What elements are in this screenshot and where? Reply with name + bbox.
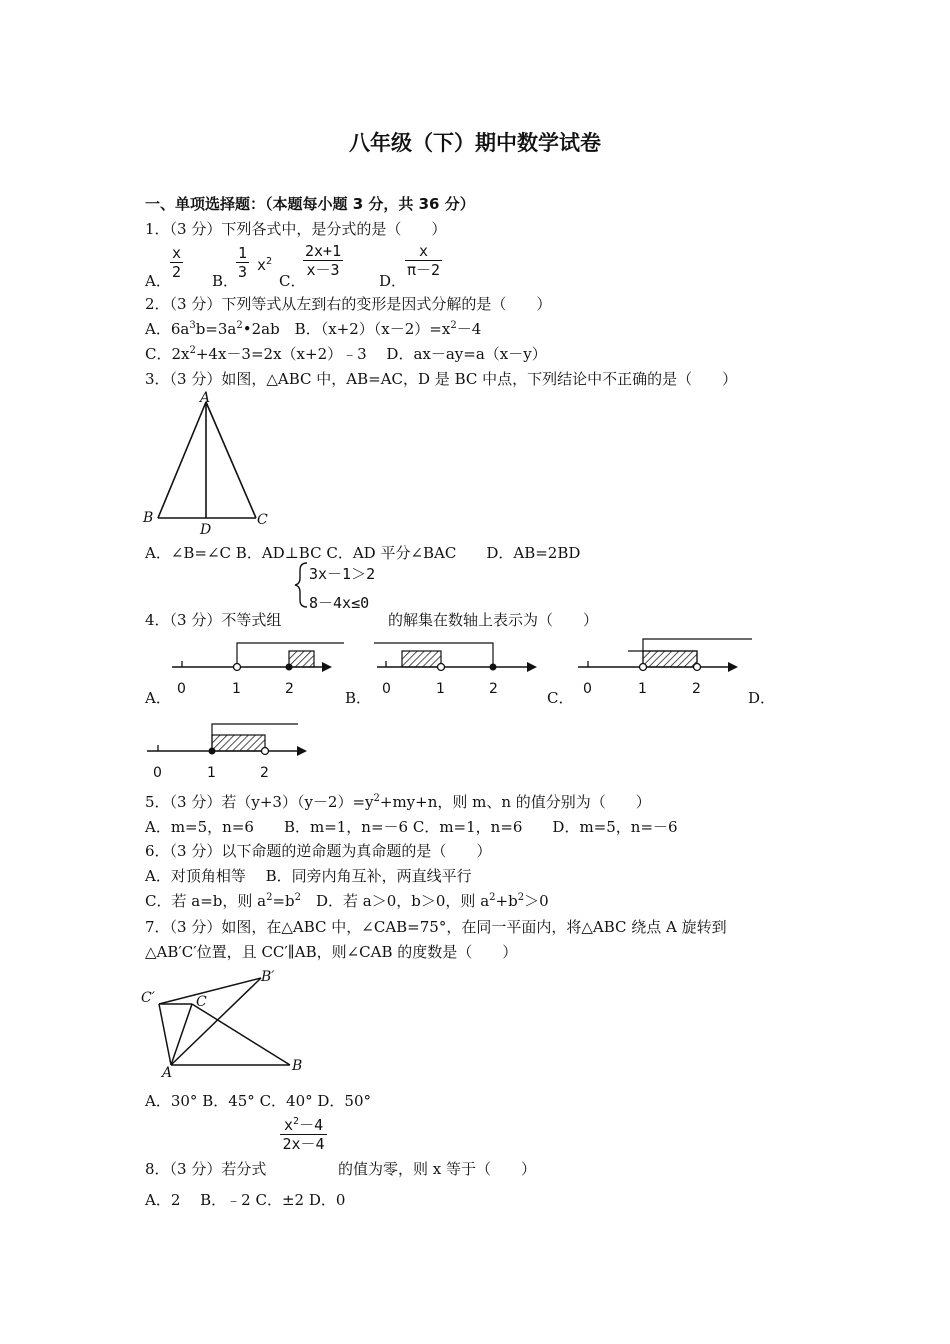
q8-num-tail: －4 — [299, 1116, 324, 1134]
q1-option-d-label: D． — [379, 272, 407, 290]
q8-fraction — [280, 1116, 327, 1153]
q4-option-b-numberline — [374, 643, 537, 697]
tick-1: 1 — [638, 681, 647, 697]
q6-options-row2 — [145, 890, 549, 911]
q6-d-text-b: +b — [495, 892, 518, 910]
q6-options-row1: A．对顶角相等 B．同旁内角互补，两直线平行 — [145, 867, 472, 885]
q7-label-c: C — [196, 994, 207, 1010]
q5-stem-a: 5．（3 分）若（y+3）（y－2）=y — [145, 793, 374, 811]
q1-b-x: x — [257, 256, 267, 274]
q2-b-tail: －4 — [456, 320, 482, 338]
q6-d-text: D．若 a＞0，b＞0，则 a — [301, 892, 490, 910]
q8-options: A．2 B．﹣2 C．±2 D．0 — [145, 1191, 346, 1209]
q3-label-b: B — [143, 510, 154, 526]
q6-d-tail: ＞0 — [524, 892, 549, 910]
page-title: 八年级（下）期中数学试卷 — [349, 131, 601, 155]
q5-exp: 2 — [373, 793, 380, 804]
q2-exp: 2 — [189, 345, 196, 356]
q6-exp: 2 — [489, 892, 496, 903]
q2-b-text: •2ab B．（x+2）（x－2）=x — [242, 320, 451, 338]
q4-inequality-1: 3x－1＞2 — [309, 565, 376, 583]
q4-option-a-numberline — [172, 643, 344, 697]
q3-stem: 3．（3 分）如图，△ABC 中，AB=AC，D 是 BC 中点，下列结论中不正确的是（ ） — [145, 370, 738, 388]
tick-2: 2 — [692, 681, 701, 697]
q2-stem: 2．（3 分）下列等式从左到右的变形是因式分解的是（ ） — [145, 295, 552, 313]
q2-c-text: C．2x — [145, 345, 190, 363]
q1-c-numerator: 2x+1 — [305, 242, 342, 260]
q3-label-d: D — [200, 522, 212, 538]
q6-c-text-b: =b — [272, 892, 295, 910]
q2-exp: 3 — [189, 320, 196, 331]
q8-denominator: 2x－4 — [282, 1135, 325, 1153]
q7-label-a: A — [162, 1065, 173, 1081]
q4-option-b-label: B． — [345, 689, 372, 707]
q4-stem-post: 的解集在数轴上表示为（ ） — [388, 611, 599, 629]
tick-1: 1 — [436, 681, 445, 697]
q8-numerator — [280, 1116, 327, 1135]
q8-stem-post: 的值为零，则 x 等于（ ） — [338, 1160, 536, 1178]
q7-stem-line1: 7．（3 分）如图，在△ABC 中，∠CAB=75°，在同一平面内，将△ABC 绕点 A 旋转到 — [145, 918, 727, 936]
tick-0: 0 — [583, 681, 592, 697]
q4-option-c-numberline — [578, 639, 752, 697]
q3-options: A．∠B=∠C B．AD⊥BC C．AD 平分∠BAC D．AB=2BD — [145, 544, 581, 562]
q8-num-x: x — [284, 1116, 294, 1134]
q4-option-d-label: D． — [748, 689, 776, 707]
tick-1: 1 — [232, 681, 241, 697]
tick-2: 2 — [285, 681, 294, 697]
q3-label-a: A — [200, 390, 211, 406]
q3-label-c: C — [257, 512, 268, 528]
q1-a-numerator: x — [172, 244, 182, 262]
q8-num-exp: 2 — [293, 1116, 300, 1127]
q4-option-d-numberline — [147, 724, 307, 781]
q8-stem-pre: 8．（3 分）若分式 — [145, 1160, 267, 1178]
q2-a-text-mid: b=3a — [195, 320, 237, 338]
q1-option-b-label: B． — [212, 272, 239, 290]
q1-option-c-label: C． — [279, 272, 306, 290]
q4-stem-pre: 4．（3 分）不等式组 — [145, 611, 282, 629]
q7-label-c-prime: C′ — [141, 990, 155, 1006]
tick-0: 0 — [177, 681, 186, 697]
tick-2: 2 — [489, 681, 498, 697]
q6-exp: 2 — [266, 892, 273, 903]
q7-stem-line2: △AB′C′位置，且 CC′∥AB，则∠CAB 的度数是（ ） — [145, 943, 518, 961]
q1-c-denominator: x－3 — [306, 261, 340, 279]
q2-a-text: A．6a — [145, 320, 190, 338]
q7-label-b: B — [292, 1058, 303, 1074]
q6-exp: 2 — [294, 892, 301, 903]
q1-b-exponent: 2 — [266, 256, 273, 267]
q2-exp: 2 — [236, 320, 243, 331]
q1-b-denominator: 3 — [238, 263, 248, 281]
q4-option-c-label: C． — [547, 689, 574, 707]
q6-stem: 6．（3 分）以下命题的逆命题为真命题的是（ ） — [145, 842, 492, 860]
q6-c-text: C．若 a=b，则 a — [145, 892, 267, 910]
q4-inequality-2: 8－4x≤0 — [309, 594, 370, 612]
q2-cd-text: +4x－3=2x（x+2）﹣3 D．ax－ay=a（x－y） — [195, 345, 547, 363]
tick-2: 2 — [260, 765, 269, 781]
q6-exp: 2 — [517, 892, 525, 903]
q7-options: A．30° B．45° C．40° D．50° — [145, 1092, 372, 1110]
q1-d-numerator: x — [405, 242, 442, 261]
tick-0: 0 — [153, 765, 162, 781]
q1-b-numerator: 1 — [238, 244, 248, 262]
q7-label-b-prime: B′ — [261, 969, 275, 985]
q1-stem: 1．（3 分）下列各式中，是分式的是（ ） — [145, 220, 447, 238]
q4-option-a-label: A． — [145, 689, 171, 707]
q1-d-denominator: π－2 — [407, 261, 441, 279]
tick-0: 0 — [382, 681, 391, 697]
section-heading: 一、单项选择题：（本题每小题 3 分，共 36 分） — [145, 195, 475, 213]
q7-rotation-figure — [138, 965, 318, 1085]
q5-stem — [145, 791, 651, 812]
q1-option-a-label: A． — [145, 272, 171, 290]
q5-stem-b: +my+n，则 m、n 的值分别为（ ） — [379, 793, 651, 811]
q1-a-denominator: 2 — [172, 263, 182, 281]
q2-exp: 2 — [450, 320, 457, 331]
q5-options: A．m=5，n=6 B．m=1，n=－6 C．m=1，n=6 D．m=5，n=－6 — [145, 818, 678, 836]
tick-1: 1 — [207, 765, 216, 781]
